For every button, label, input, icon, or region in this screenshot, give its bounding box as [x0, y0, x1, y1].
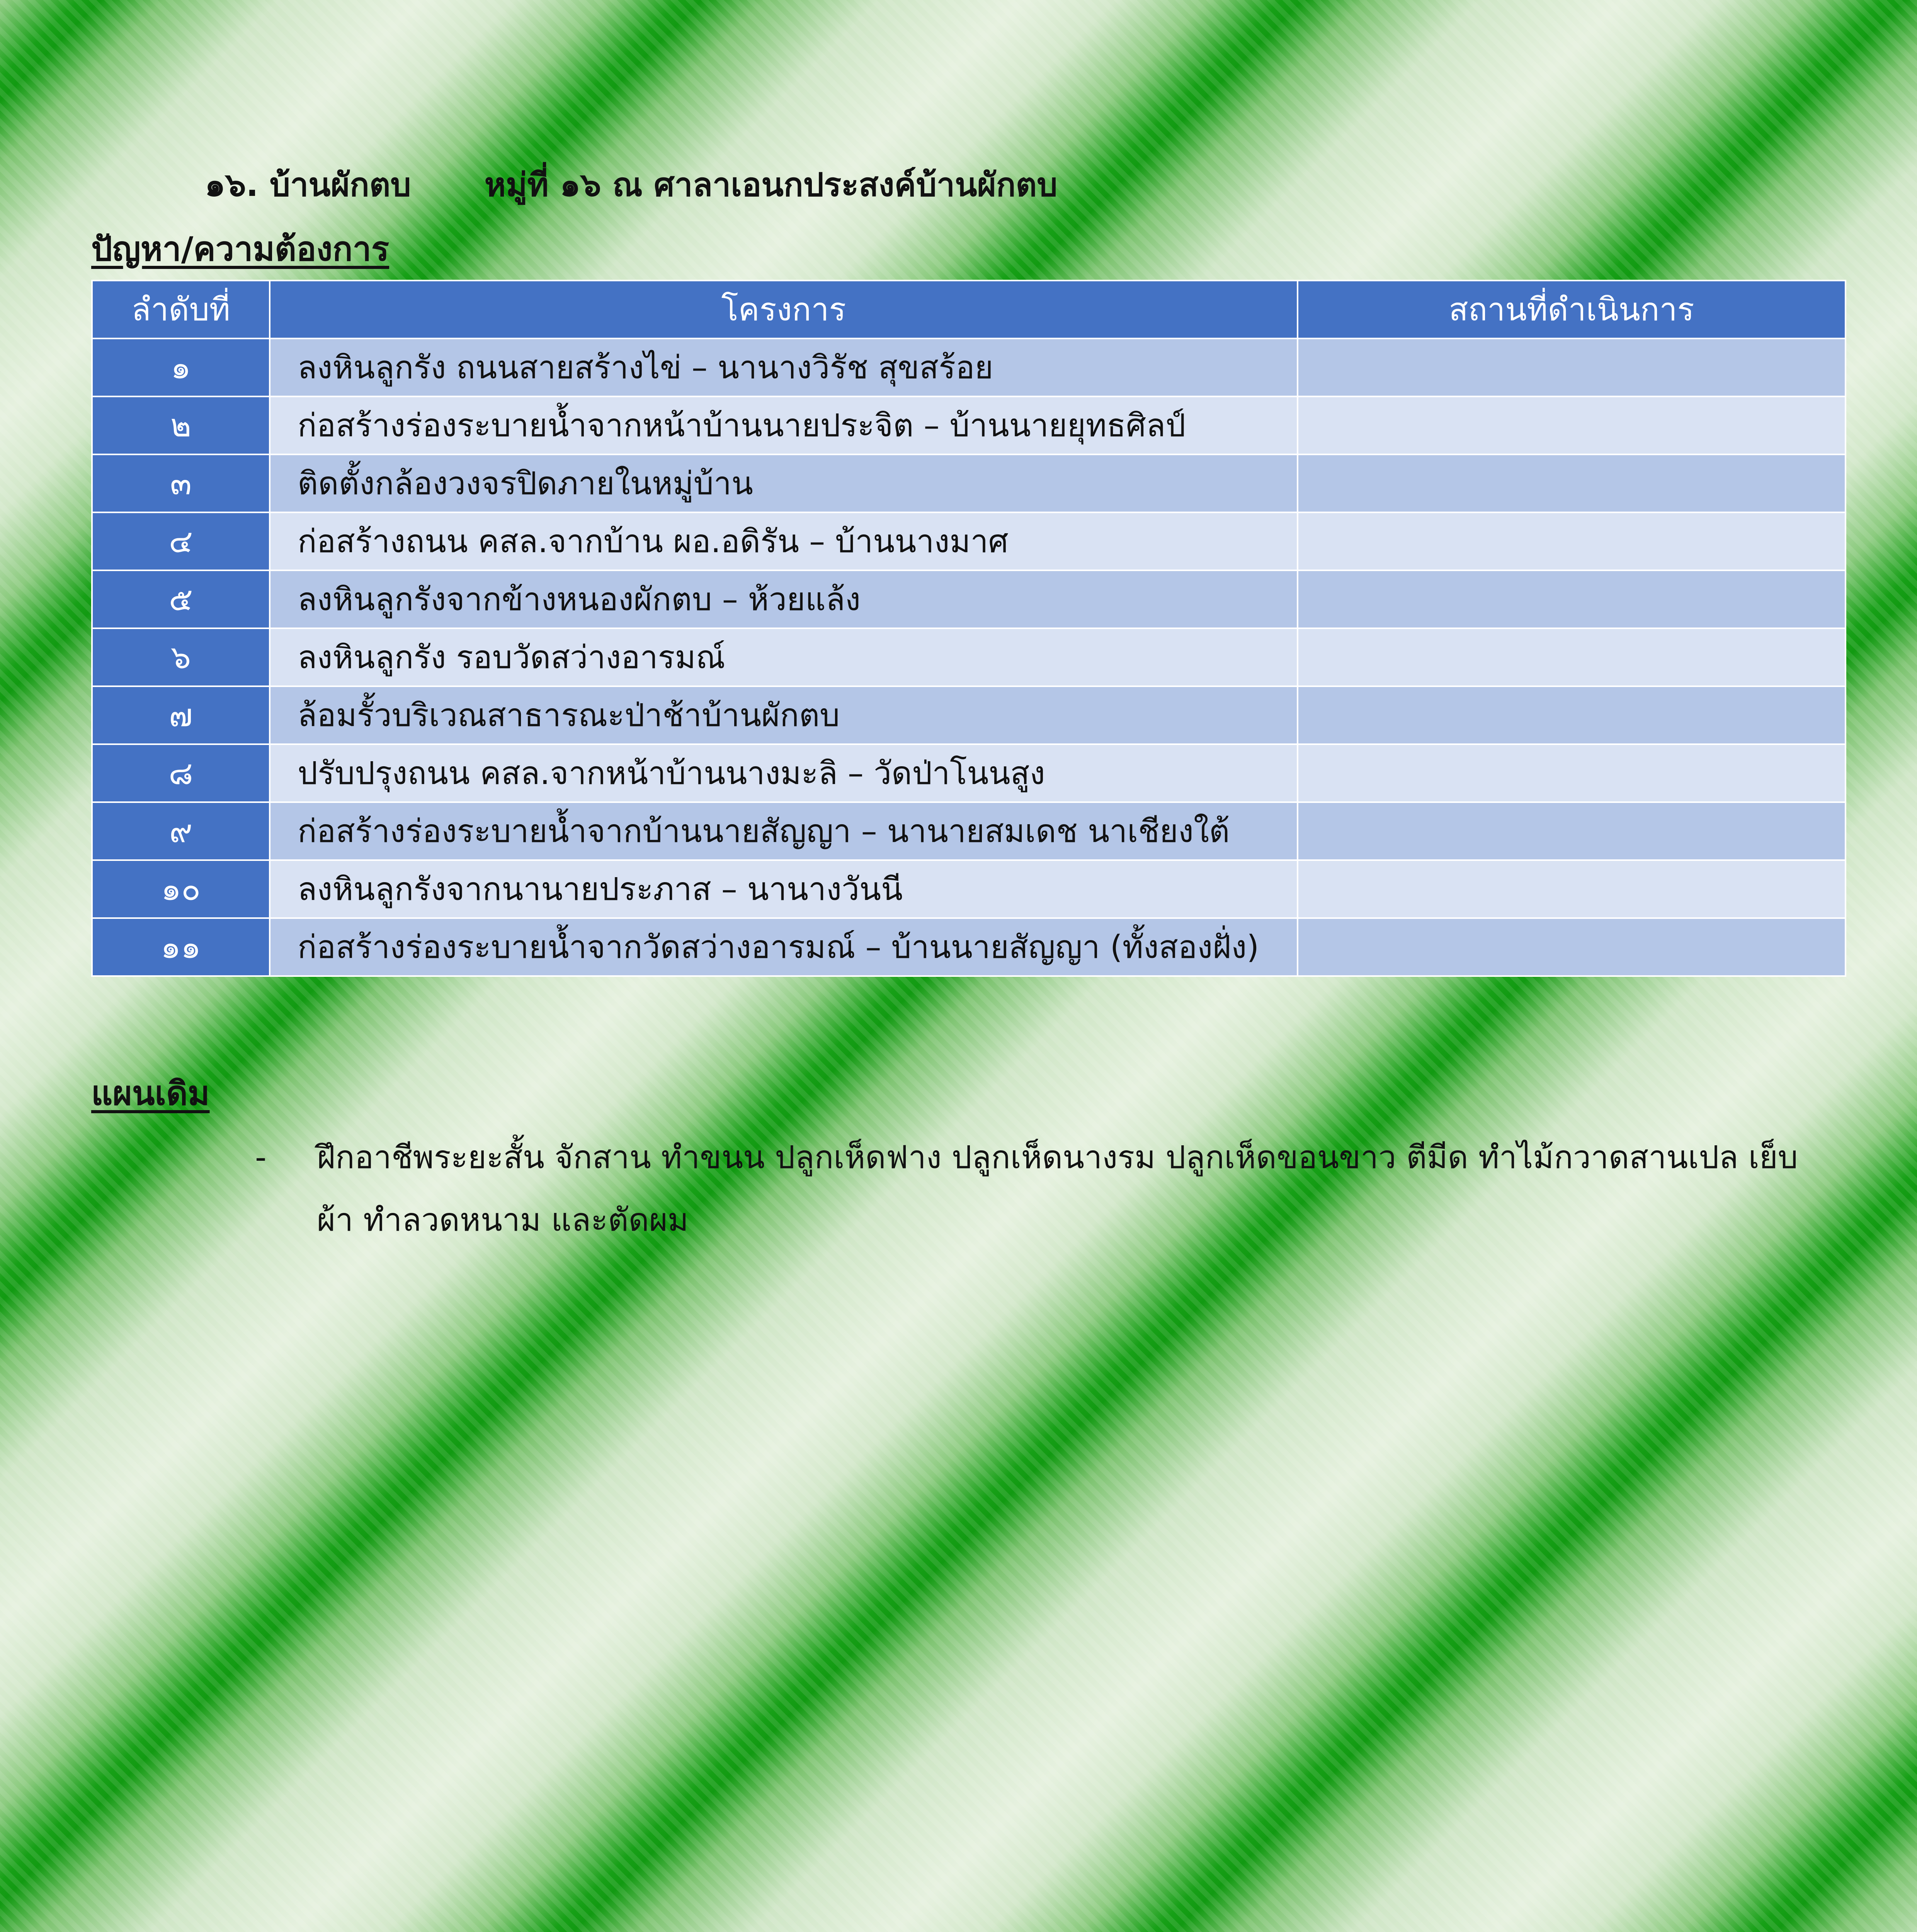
row-project: ก่อสร้างร่องระบายน้ำจากหน้าบ้านนายประจิต – บ้านนายยุทธศิลป์ [270, 396, 1298, 454]
row-project: ลงหินลูกรังจากข้างหนองผักตบ – ห้วยแล้ง [270, 570, 1298, 628]
row-project: ลงหินลูกรัง ถนนสายสร้างไข่ – นานางวิรัช สุขสร้อย [270, 338, 1298, 396]
row-project: ลงหินลูกรัง รอบวัดสว่างอารมณ์ [270, 628, 1298, 686]
row-number: ๑๐ [92, 860, 270, 918]
row-number: ๒ [92, 396, 270, 454]
row-project: ก่อสร้างร่องระบายน้ำจากบ้านนายสัญญา – นานายสมเดช นาเชียงใต้ [270, 802, 1298, 860]
row-number: ๖ [92, 628, 270, 686]
header-project: โครงการ [270, 281, 1298, 338]
previous-plan-text: ฝึกอาชีพระยะสั้น จักสาน ทำขนน ปลูกเห็ดฟาง ปลูกเห็ดนางรม ปลูกเห็ดขอนขาว ตีมีด ทำไม้กวาดสานเปล เย็บผ้า ทำลวดหนาม และตัดผม [317, 1126, 1805, 1252]
row-number: ๘ [92, 744, 270, 802]
row-number: ๙ [92, 802, 270, 860]
row-project: ติดตั้งกล้องวงจรปิดภายในหมู่บ้าน [270, 454, 1298, 512]
row-project: ปรับปรุงถนน คสล.จากหน้าบ้านนางมะลิ – วัดป่าโนนสูง [270, 744, 1298, 802]
village-name: ๑๖. บ้านผักตบ [205, 166, 411, 204]
row-project: ก่อสร้างถนน คสล.จากบ้าน ผอ.อดิรัน – บ้านนางมาศ [270, 512, 1298, 570]
header-location: สถานที่ดำเนินการ [1298, 281, 1846, 338]
previous-plan-label: แผนเดิม [91, 1066, 210, 1119]
bullet-dash: - [255, 1126, 267, 1189]
row-number: ๕ [92, 570, 270, 628]
row-number: ๔ [92, 512, 270, 570]
row-number: ๓ [92, 454, 270, 512]
row-number: ๑ [92, 338, 270, 396]
row-project: ก่อสร้างร่องระบายน้ำจากวัดสว่างอารมณ์ – บ้านนายสัญญา (ทั้งสองฝั่ง) [270, 918, 1298, 976]
row-project: ล้อมรั้วบริเวณสาธารณะป่าช้าบ้านผักตบ [270, 686, 1298, 744]
problems-label: ปัญหา/ความต้องการ [91, 222, 389, 275]
row-number: ๗ [92, 686, 270, 744]
meeting-location: หมู่ที่ ๑๖ ณ ศาลาเอนกประสงค์บ้านผักตบ [485, 166, 1058, 204]
row-number: ๑๑ [92, 918, 270, 976]
row-project: ลงหินลูกรังจากนานายประภาส – นานางวันนี [270, 860, 1298, 918]
header-order: ลำดับที่ [92, 281, 270, 338]
